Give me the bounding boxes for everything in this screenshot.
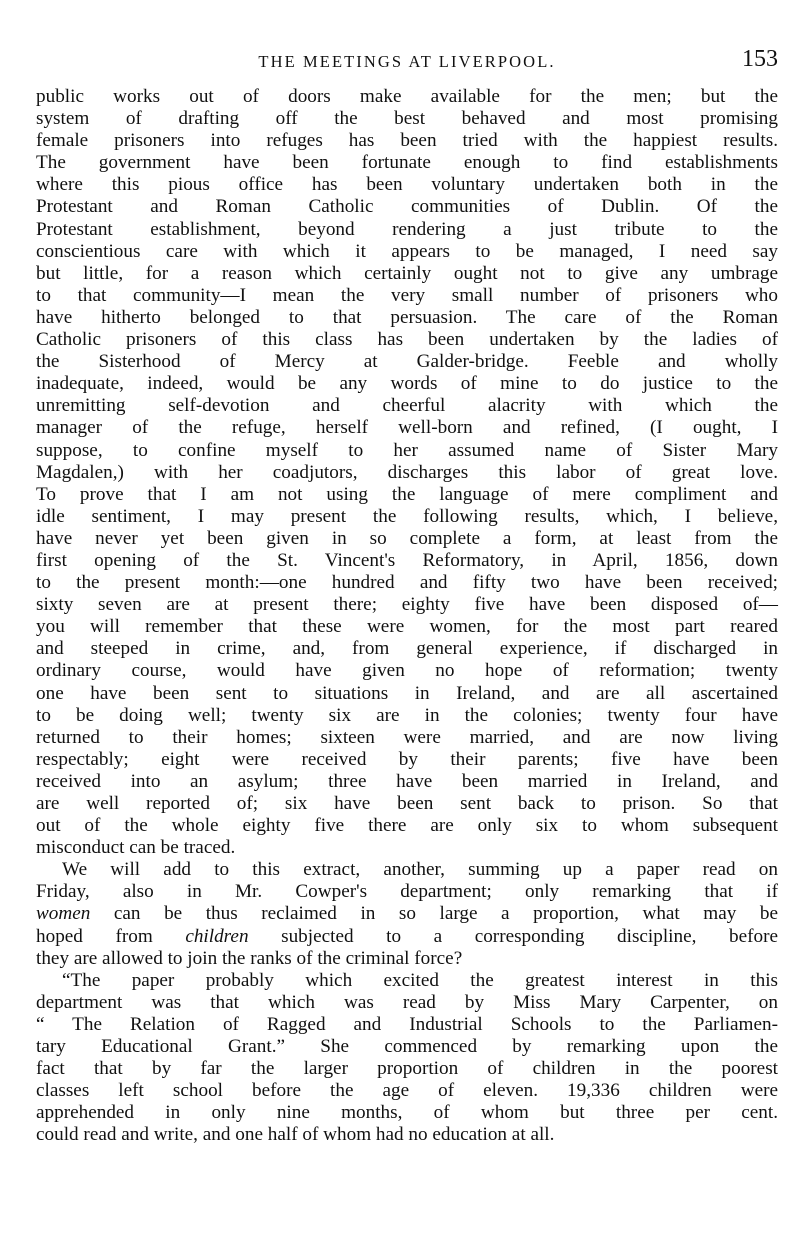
text-line: returned to their homes; sixteen were married, and are now living [36, 726, 778, 748]
text-line: first opening of the St. Vincent's Reformatory, in April, 1856, down [36, 549, 778, 571]
text-line: conscientious care with which it appears to be managed, I need say [36, 240, 778, 262]
text-line: have never yet been given in so complete a form, at least from the [36, 527, 778, 549]
text-line: “ The Relation of Ragged and Industrial Schools to the Parliamen- [36, 1013, 778, 1035]
text-line: The government have been fortunate enough to find establishments [36, 152, 778, 174]
text-line: to be doing well; twenty six are in the colonies; twenty four have [36, 704, 778, 726]
text-fragment: hoped from [36, 925, 186, 947]
text-line: Protestant and Roman Catholic communities of Dublin. Of the [36, 196, 778, 218]
text-line [36, 903, 778, 925]
text-line: misconduct can be traced. [36, 837, 236, 859]
text-line: Protestant establishment, beyond rendering a just tribute to the [36, 218, 778, 240]
text-line: Magdalen,) with her coadjutors, discharges this labor of great love. [36, 461, 778, 483]
text-line: female prisoners into refuges has been tried with the happiest results. [36, 130, 778, 152]
text-line: inadequate, indeed, would be any words of mine to do justice to the [36, 373, 778, 395]
text-line: manager of the refuge, herself well-born and refined, (I ought, I [36, 417, 778, 439]
text-fragment: subjected to a corresponding discipline, before [248, 925, 778, 947]
text-line: unremitting self-devotion and cheerful alacrity with which the [36, 395, 778, 417]
text-line: where this pious office has been voluntary undertaken both in the [36, 174, 778, 196]
text-line: We will add to this extract, another, summing up a paper read on [62, 859, 778, 881]
page-number: 153 [742, 46, 778, 72]
text-line: Catholic prisoners of this class has been undertaken by the ladies of [36, 329, 778, 351]
text-line: to that community—I mean the very small number of prisoners who [36, 284, 778, 306]
paragraph-quoted-address [36, 86, 778, 859]
text-line: respectably; eight were received by their parents; five have been [36, 748, 778, 770]
running-title: THE MEETINGS AT LIVERPOOL. [258, 52, 556, 71]
text-line: and steeped in crime, and, from general experience, if discharged in [36, 638, 778, 660]
text-line: one have been sent to situations in Ireland, and are all ascertained [36, 682, 778, 704]
text-line: could read and write, and one half of whom had no education at all. [36, 1124, 555, 1146]
italic-word: women [36, 903, 91, 925]
text-line: classes left school before the age of eleven. 19,336 children were [36, 1080, 778, 1102]
text-line: system of drafting off the best behaved and most promising [36, 108, 778, 130]
text-line: suppose, to confine myself to her assumed name of Sister Mary [36, 439, 778, 461]
text-line: tary Educational Grant.” She commenced by remarking upon the [36, 1036, 778, 1058]
text-fragment: can be thus reclaimed in so large a proportion, what may be [90, 903, 778, 925]
text-line: To prove that I am not using the language of mere compliment and [36, 483, 778, 505]
text-line: you will remember that these were women, for the most part reared [36, 616, 778, 638]
text-line: apprehended in only nine months, of whom but three per cent. [36, 1102, 778, 1124]
text-line: department was that which was read by Miss Mary Carpenter, on [36, 991, 778, 1013]
text-line: fact that by far the larger proportion of children in the poorest [36, 1058, 778, 1080]
page-header [36, 46, 778, 76]
text-line: to the present month:—one hundred and fifty two have been received; [36, 572, 778, 594]
text-line: Friday, also in Mr. Cowper's department; only remarking that if [36, 881, 778, 903]
text-line: sixty seven are at present there; eighty five have been disposed of— [36, 594, 778, 616]
text-line: “The paper probably which excited the greatest interest in this [62, 969, 778, 991]
text-line: idle sentiment, I may present the following results, which, I believe, [36, 505, 778, 527]
text-line: but little, for a reason which certainly ought not to give any umbrage [36, 262, 778, 284]
text-line: the Sisterhood of Mercy at Galder-bridge. Feeble and wholly [36, 351, 778, 373]
text-line: received into an asylum; three have been married in Ireland, and [36, 770, 778, 792]
page-body [36, 86, 778, 1147]
text-line: ordinary course, would have given no hope of reformation; twenty [36, 660, 778, 682]
text-line: have hitherto belonged to that persuasion. The care of the Roman [36, 306, 778, 328]
paragraph-editorial [36, 859, 778, 969]
text-line: they are allowed to join the ranks of the criminal force? [36, 947, 463, 969]
text-line: are well reported of; six have been sent back to prison. So that [36, 793, 778, 814]
text-line [36, 926, 778, 948]
italic-word: children [185, 925, 249, 947]
text-line: public works out of doors make available for the men; but the [36, 86, 778, 107]
text-line: out of the whole eighty five there are only six to whom subsequent [36, 815, 778, 837]
paragraph-carpenter-report [36, 970, 778, 1147]
